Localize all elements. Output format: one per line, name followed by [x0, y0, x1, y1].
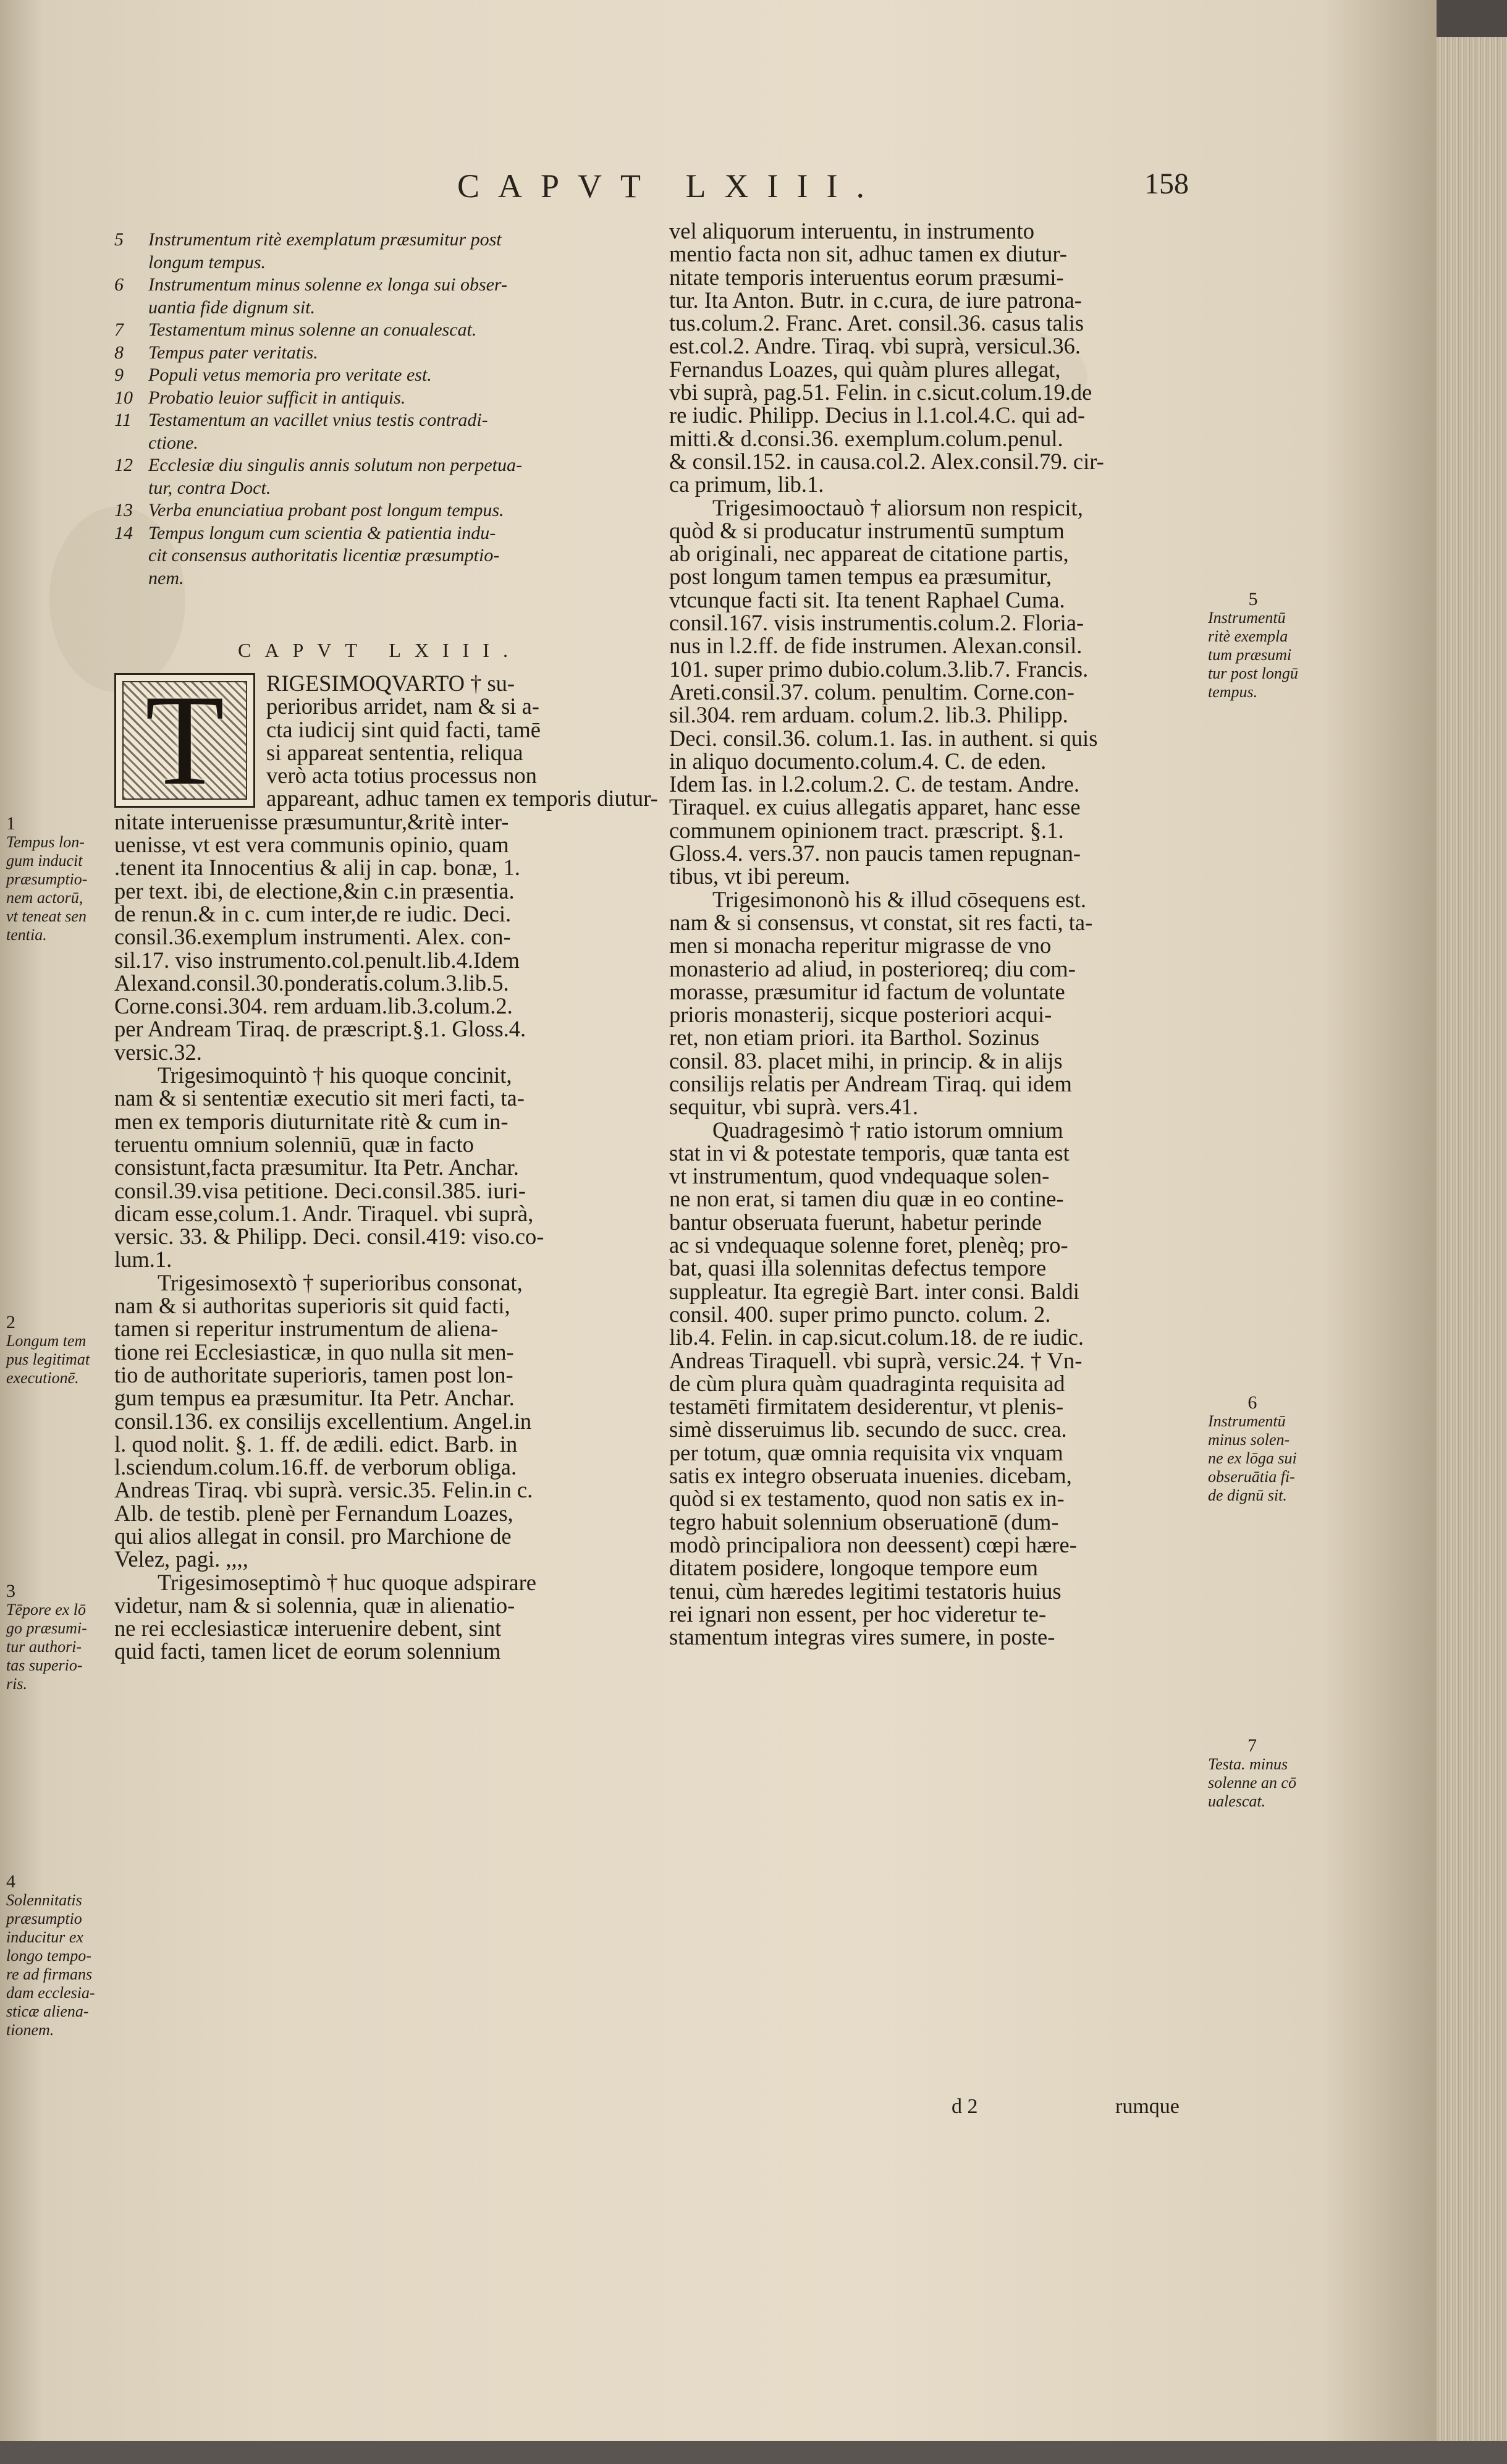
text-line: si appareat sententia, reliqua — [266, 739, 523, 765]
text-line: Tiraquel. ex cuius allegatis apparet, hanc esse — [669, 794, 1081, 820]
text-line: quòd & si producatur instrumentū sumptum — [669, 517, 1065, 543]
text-line: Quadragesimò † ratio istorum omnium — [712, 1117, 1063, 1143]
text-line: appareant, adhuc tamen ex temporis diutur- — [266, 785, 658, 811]
chapter-heading: CAPVT LXIII. — [238, 639, 521, 661]
text-line: consil.136. ex consilijs excellentium. Angel.in — [114, 1408, 532, 1434]
margin-note-line: pus legitimat — [6, 1350, 90, 1368]
text-line: dicam esse,colum.1. Andr. Tiraquel. vbi suprà, — [114, 1200, 534, 1226]
summary-item — [114, 454, 673, 499]
text-line: ac si vndequaque solenne foret, plenèq; pro- — [669, 1232, 1068, 1258]
margin-note-number: 6 — [1247, 1392, 1257, 1413]
summary-item-line: tur, contra Doct. — [148, 477, 271, 498]
summary-item — [114, 229, 673, 274]
text-line: est.col.2. Andre. Tiraq. vbi suprà, versicul.36. — [669, 333, 1081, 359]
text-line: vt instrumentum, quod vndequaque solen- — [669, 1163, 1050, 1189]
text-line: ditatem posidere, longoque tempore eum — [669, 1555, 1039, 1581]
text-line: Idem Ias. in l.2.colum.2. C. de testam. Andre. — [669, 771, 1079, 797]
text-line: Fernandus Loazes, qui quàm plures allegat, — [669, 356, 1061, 382]
text-line: consil.36.exemplum instrumenti. Alex. con- — [114, 924, 511, 950]
text-line: consil. 83. placet mihi, in princip. & in alijs — [669, 1048, 1063, 1073]
summary-item-number: 5 — [114, 229, 124, 250]
text-line: l.sciendum.colum.16.ff. de verborum obliga. — [114, 1454, 517, 1480]
text-line: quòd si ex testamento, quod non satis ex in- — [669, 1486, 1065, 1512]
margin-note-line: solenne an cō — [1208, 1774, 1296, 1792]
margin-note-line: Solennitatis — [6, 1891, 82, 1909]
text-line: versic.32. — [114, 1039, 202, 1065]
margin-note-line: vt teneat sen — [6, 907, 87, 925]
text-line: mentio facta non sit, adhuc tamen ex diutur- — [669, 241, 1067, 267]
summary-item-line: Instrumentum minus solenne ex longa sui obser- — [148, 274, 508, 295]
text-line: Andreas Tiraquell. vbi suprà, versic.24. † Vn- — [669, 1347, 1083, 1373]
summary-item-number: 6 — [114, 274, 124, 295]
summary-item-line: Verba enunciatiua probant post longum tempus. — [148, 500, 504, 520]
catchword: rumque — [1115, 2095, 1180, 2118]
margin-note-number: 2 — [6, 1312, 15, 1332]
margin-note-line: nem actorū, — [6, 889, 83, 907]
text-line: Areti.consil.37. colum. penultim. Corne.con- — [669, 679, 1074, 705]
text-line: Alexand.consil.30.ponderatis.colum.3.lib.5. — [114, 970, 509, 996]
summary-item-number: 10 — [114, 387, 133, 408]
text-line: monasterio ad aliud, in posterioreq; diu com- — [669, 955, 1076, 981]
text-line: Velez, pagi. ,,,, — [114, 1546, 248, 1572]
margin-note-line: tionem. — [6, 2021, 54, 2039]
text-line: tus.colum.2. Franc. Aret. consil.36. casus talis — [669, 310, 1084, 336]
text-line: consistunt,facta præsumitur. Ita Petr. Anchar. — [114, 1154, 519, 1180]
summary-item — [114, 342, 673, 365]
text-line: de cùm plura quàm quadraginta requisita ad — [669, 1370, 1065, 1396]
text-line: stat in vi & potestate temporis, quæ tanta est — [669, 1140, 1070, 1166]
margin-note-line: re ad firmans — [6, 1965, 93, 1983]
text-line: tibus, vt ibi pereum. — [669, 863, 850, 889]
text-line: quid facti, tamen licet de eorum solennium — [114, 1638, 501, 1664]
text-line: stamentum integras vires sumere, in poste- — [669, 1624, 1055, 1650]
text-line: de renun.& in c. cum inter,de re iudic. Deci. — [114, 900, 512, 926]
page-bottom-shadow — [0, 2441, 1507, 2464]
text-line: in aliquo documento.colum.4. C. de eden. — [669, 748, 1047, 774]
margin-note-line: Instrumentū — [1208, 1412, 1286, 1430]
page-edge-top — [1437, 0, 1507, 37]
margin-note-number: 5 — [1248, 589, 1258, 609]
text-line: men si monacha reperitur migrasse de vno — [669, 933, 1052, 959]
text-line: ret, non etiam priori. ita Barthol. Sozinus — [669, 1025, 1040, 1051]
text-line: ca primum, lib.1. — [669, 472, 824, 497]
text-line: bantur obseruata fuerunt, habetur perinde — [669, 1209, 1042, 1235]
text-line: Gloss.4. vers.37. non paucis tamen repugnan- — [669, 840, 1081, 866]
summary-item — [114, 364, 673, 387]
text-line: Andreas Tiraq. vbi suprà. versic.35. Felin.in c. — [114, 1477, 533, 1503]
summary-item — [114, 409, 673, 454]
text-line: .tenent ita Innocentius & alij in cap. bonæ, 1. — [114, 855, 520, 881]
margin-note-number: 1 — [6, 813, 15, 834]
text-line: suppleatur. Ita egregiè Bart. inter consi. Baldi — [669, 1278, 1079, 1304]
text-line: vel aliquorum interuentu, in instrumento — [669, 218, 1034, 243]
right-column-text — [669, 219, 1207, 1648]
text-line: tenui, cùm hæredes legitimi testatoris huius — [669, 1578, 1062, 1604]
margin-note-line: præsumptio — [6, 1910, 82, 1928]
summary-item-line: longum tempus. — [148, 252, 266, 273]
text-line: videtur, nam & si solennia, quæ in alienatio- — [114, 1592, 515, 1618]
summary-item-number: 7 — [114, 320, 124, 340]
text-line: teruentu omnium solenniū, quæ in facto — [114, 1131, 474, 1157]
summary-item-number: 8 — [114, 342, 124, 363]
text-line: consil. 400. super primo puncto. colum. 2. — [669, 1301, 1051, 1327]
margin-note-line: tempus. — [1208, 683, 1258, 701]
summary-item — [114, 522, 673, 590]
summary-item — [114, 499, 673, 522]
summary-item — [114, 387, 673, 410]
text-line: Trigesimononò his & illud cōsequens est. — [712, 886, 1086, 912]
margin-note — [1208, 1394, 1297, 1505]
margin-note-number: 7 — [1247, 1735, 1257, 1756]
summary-item-line: Testamentum an vacillet vnius testis contradi- — [148, 410, 488, 430]
text-line: verò acta totius processus non — [266, 763, 537, 789]
text-line: uenisse, vt est vera communis opinio, quam — [114, 832, 509, 858]
summary-item-line: Tempus longum cum scientia & patientia indu- — [148, 522, 496, 543]
margin-note-line: præsumptio- — [6, 870, 88, 888]
text-line: re iudic. Philipp. Decius in l.1.col.4.C. qui ad- — [669, 402, 1086, 428]
folio-number: 158 — [1144, 167, 1189, 200]
margin-note-line: Tēpore ex lō — [6, 1601, 86, 1619]
margin-note — [1208, 1737, 1296, 1811]
text-line: sil.17. viso instrumento.col.penult.lib.4.Idem — [114, 947, 520, 973]
summary-item-line: Probatio leuior sufficit in antiquis. — [148, 387, 406, 408]
text-line: mitti.& d.consi.36. exemplum.colum.penul. — [669, 425, 1063, 451]
margin-note-line: Instrumentū — [1208, 609, 1286, 627]
text-line: lib.4. Felin. in cap.sicut.colum.18. de re iudic. — [669, 1324, 1084, 1350]
text-line: consil.167. visis instrumentis.colum.2. Floria- — [669, 610, 1084, 636]
text-line: versic. 33. & Philipp. Deci. consil.419: viso.co- — [114, 1224, 544, 1250]
summary-item-number: 13 — [114, 500, 133, 520]
text-line: ne non erat, si tamen diu quæ in eo contine- — [669, 1186, 1064, 1212]
text-line: ne rei ecclesiasticæ interuenire debent, sint — [114, 1615, 502, 1641]
text-line: nitate interuenisse præsumuntur,&ritè inter- — [114, 808, 509, 834]
decorated-initial — [114, 669, 255, 812]
margin-note-line: Longum tem — [6, 1332, 87, 1350]
margin-note — [6, 1873, 95, 2039]
text-line: consilijs relatis per Andream Tiraq. qui idem — [669, 1070, 1072, 1096]
text-line: RIGESIMOQVARTO † su- — [266, 671, 515, 696]
summary-item-line: Instrumentum ritè exemplatum præsumitur post — [148, 229, 502, 250]
text-line: per text. ibi, de electione,&in c.in præsentia. — [114, 878, 515, 904]
text-line: Alb. de testib. plenè per Fernandum Loazes, — [114, 1500, 513, 1526]
margin-note-line: dam ecclesia- — [6, 1984, 95, 2002]
text-line: tio de authoritate superioris, tamen post lon- — [114, 1361, 513, 1387]
text-line: Trigesimooctauò † aliorsum non respicit, — [712, 494, 1083, 520]
text-line: Trigesimoseptimò † huc quoque adspirare — [158, 1569, 536, 1595]
page-stack-edge — [1437, 37, 1507, 2441]
margin-note — [1208, 590, 1298, 701]
margin-note-line: go præsumi- — [6, 1619, 87, 1637]
text-line: nam & si sententiæ executio sit meri facti, ta- — [114, 1085, 525, 1111]
text-line: qui alios allegat in consil. pro Marchione de — [114, 1523, 512, 1549]
margin-note-line: gum inducit — [6, 852, 83, 870]
text-line: men ex temporis diuturnitate ritè & cum in- — [114, 1108, 509, 1134]
signature-mark: d 2 — [952, 2095, 978, 2118]
margin-note-line: longo tempo- — [6, 1947, 91, 1965]
text-line: post longum tamen tempus ea præsumitur, — [669, 564, 1052, 590]
margin-note-line: inducitur ex — [6, 1928, 83, 1946]
text-line: nitate temporis interuentus eorum præsumi- — [669, 264, 1064, 290]
summary-item-line: nem. — [148, 567, 184, 588]
text-line: tegro habuit solennium obseruationē (dum- — [669, 1509, 1059, 1535]
text-line: prioris monasterij, sicque posteriori acqui- — [669, 1002, 1052, 1028]
margin-note-line: tum præsumi — [1208, 646, 1292, 664]
chapter-opening — [114, 669, 673, 1664]
margin-note-line: Tempus lon- — [6, 833, 85, 851]
summary-item — [114, 319, 673, 342]
summary-item-line: Ecclesiæ diu singulis annis solutum non perpetua- — [148, 455, 522, 475]
summary-item-line: cit consensus authoritatis licentiæ præsumptio- — [148, 545, 500, 565]
margin-note-line: de dignū sit. — [1208, 1486, 1287, 1504]
text-line: rei ignari non essent, per hoc videretur te- — [669, 1601, 1047, 1627]
margin-note-line: tur post longū — [1208, 664, 1298, 682]
margin-note-line: ualescat. — [1208, 1792, 1266, 1810]
margin-note-line: ris. — [6, 1675, 27, 1693]
text-line: cta iudicij sint quid facti, tamē — [266, 716, 541, 742]
text-line: modò principaliora non deessent) cœpi hære- — [669, 1531, 1077, 1557]
margin-note-line: Testa. minus — [1208, 1755, 1288, 1773]
summary-item-line: Populi vetus memoria pro veritate est. — [148, 365, 432, 385]
text-line: vtcunque facti sit. Ita tenent Raphael Cuma. — [669, 586, 1065, 612]
text-line: & consil.152. in causa.col.2. Alex.consil.79. cir- — [669, 448, 1104, 474]
summary-item-line: Tempus pater veritatis. — [148, 342, 318, 363]
margin-note-line: tur authori- — [6, 1638, 82, 1656]
text-line: tur. Ita Anton. Butr. in c.cura, de iure patrona- — [669, 287, 1082, 313]
margin-note — [6, 1582, 87, 1693]
text-line: satis ex integro obseruata inuenies. dicebam, — [669, 1463, 1072, 1489]
text-line: per Andream Tiraq. de præscript.§.1. Gloss.4. — [114, 1016, 526, 1042]
margin-note-line: minus solen- — [1208, 1431, 1290, 1449]
text-line: nus in l.2.ff. de fide instrumen. Alexan.consil. — [669, 633, 1083, 659]
margin-note-line: tentia. — [6, 926, 47, 944]
margin-note-line: ne ex lōga sui — [1208, 1449, 1297, 1467]
text-line: Deci. consil.36. colum.1. Ias. in authent. si quis — [669, 725, 1098, 751]
text-line: perioribus arridet, nam & si a- — [266, 693, 539, 719]
text-line: lum.1. — [114, 1247, 172, 1272]
summary-item — [114, 274, 673, 319]
text-line: communem opinionem tract. præscript. §.1. — [669, 817, 1064, 843]
summary-item-line: Testamentum minus solenne an conualescat. — [148, 320, 477, 340]
text-line: vbi suprà, pag.51. Felin. in c.sicut.colum.19.de — [669, 379, 1092, 405]
right-column — [669, 219, 1207, 1648]
text-line: bat, quasi illa solennitas defectus tempore — [669, 1255, 1047, 1281]
text-line: Corne.consi.304. rem arduam.lib.3.colum.2. — [114, 993, 513, 1019]
text-line: per totum, quæ omnia requisita vix vnquam — [669, 1439, 1063, 1465]
text-line: tione rei Ecclesiasticæ, in quo nulla sit men- — [114, 1339, 514, 1365]
summary-item-number: 11 — [114, 410, 132, 430]
margin-note-line: sticæ aliena- — [6, 2002, 89, 2020]
margin-note — [6, 1313, 90, 1387]
summary-item-number: 12 — [114, 455, 133, 475]
chapter-summary — [114, 229, 673, 590]
margin-note-number: 3 — [6, 1581, 15, 1601]
margin-note-line: ritè exempla — [1208, 627, 1288, 645]
summary-item-number: 9 — [114, 365, 124, 385]
text-line: sequitur, vbi suprà. vers.41. — [669, 1094, 919, 1120]
text-line: tamen si reperitur instrumentum de aliena- — [114, 1316, 499, 1342]
margin-note — [6, 815, 87, 944]
summary-item-line: uantia fide dignum sit. — [148, 297, 315, 318]
summary-item-number: 14 — [114, 522, 133, 543]
margin-note-line: executionē. — [6, 1369, 79, 1387]
text-line: Trigesimoquintò † his quoque concinit, — [158, 1062, 512, 1088]
text-line: ab originali, nec appareat de citatione partis, — [669, 541, 1069, 567]
margin-note-line: tas superio- — [6, 1656, 83, 1674]
text-line: testamēti firmitatem desiderentur, vt plenis- — [669, 1394, 1064, 1420]
text-line: nam & si consensus, vt constat, sit res facti, ta- — [669, 909, 1093, 935]
text-line: gum tempus ea præsumitur. Ita Petr. Anchar. — [114, 1385, 515, 1411]
left-column-text — [114, 669, 673, 1664]
text-line: morasse, præsumitur id factum de voluntate — [669, 978, 1065, 1004]
text-line: simè disseruimus lib. secundo de succ. crea. — [669, 1416, 1067, 1442]
text-line: sil.304. rem arduam. colum.2. lib.3. Philipp. — [669, 702, 1068, 728]
margin-note-number: 4 — [6, 1871, 15, 1892]
margin-note-line: obseruātia fi- — [1208, 1468, 1295, 1486]
text-line: consil.39.visa petitione. Deci.consil.385. iuri- — [114, 1177, 526, 1203]
running-head-title: CAPVT LXIII. — [457, 167, 883, 205]
text-line: l. quod nolit. §. 1. ff. de ædili. edict. Barb. in — [114, 1431, 518, 1457]
initial-letter: T — [145, 669, 225, 812]
text-line: 101. super primo dubio.colum.3.lib.7. Francis. — [669, 656, 1089, 682]
summary-item-line: ctione. — [148, 432, 198, 453]
text-line: Trigesimosextò † superioribus consonat, — [158, 1269, 523, 1295]
left-column — [114, 229, 673, 1663]
running-head — [0, 162, 1437, 218]
text-line: nam & si authoritas superioris sit quid facti, — [114, 1293, 510, 1319]
